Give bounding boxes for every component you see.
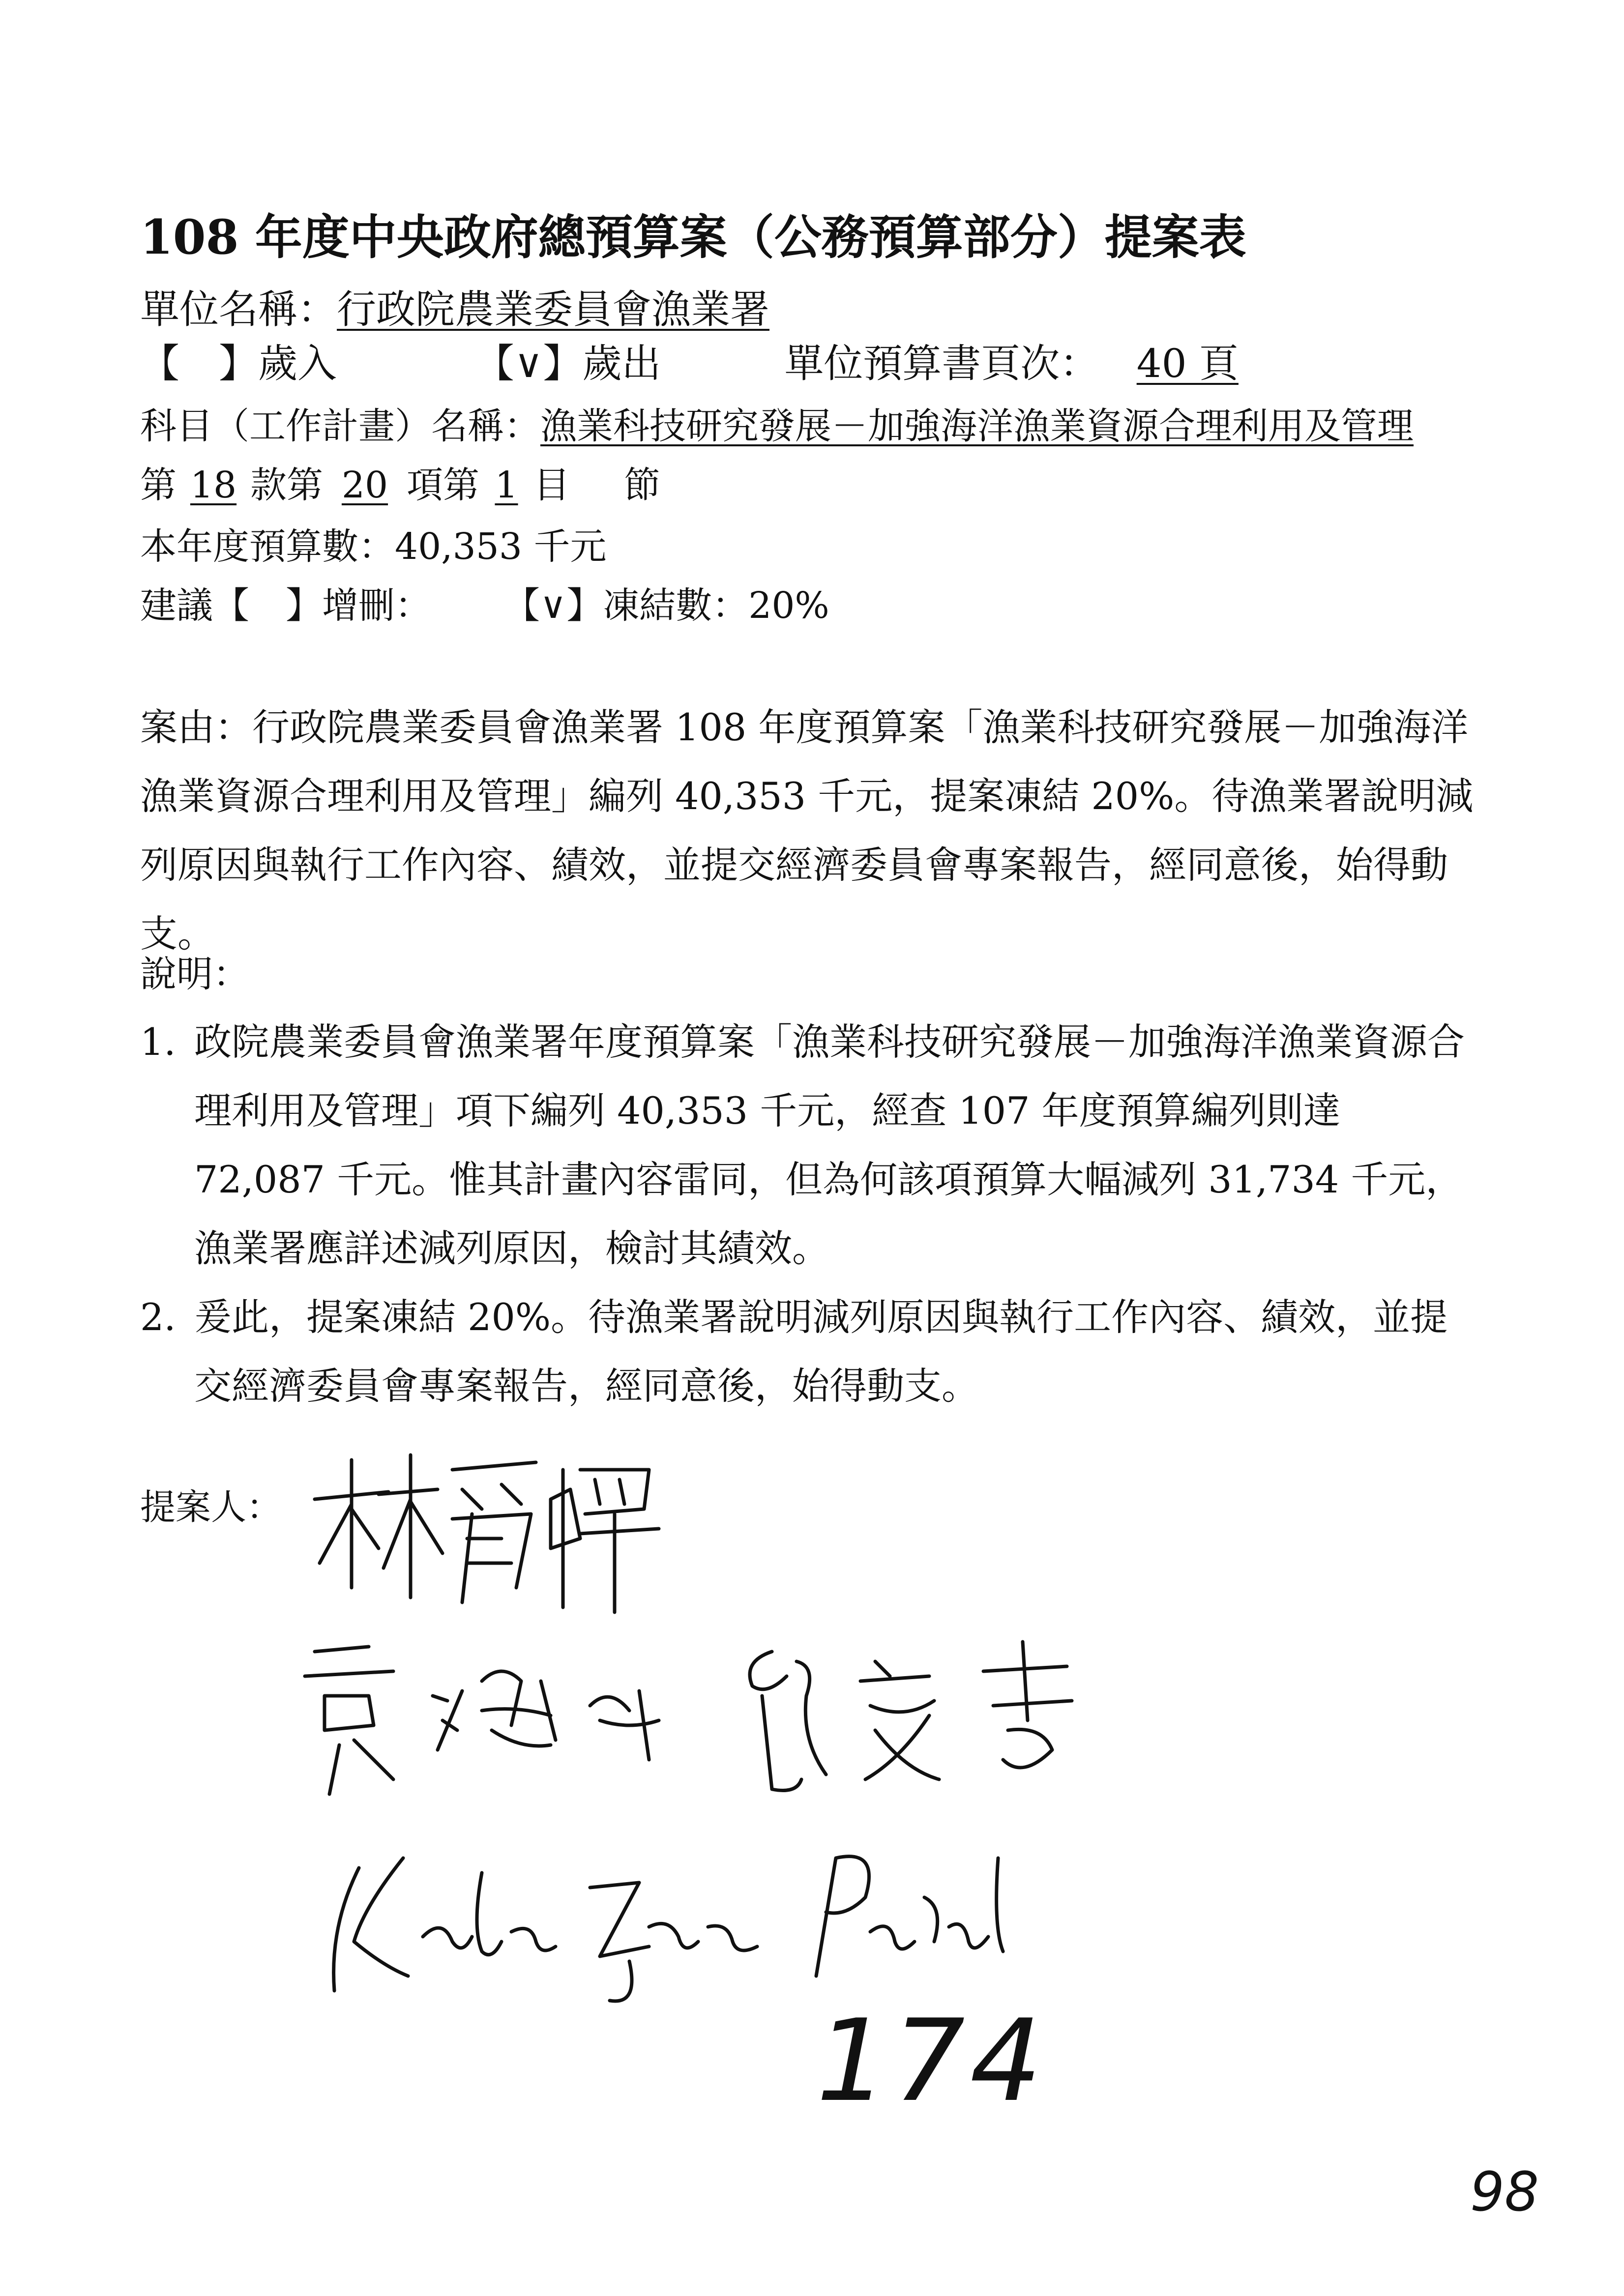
corner-page-number: 98 — [1470, 2160, 1539, 2223]
suggest-checkbox: 【 】 — [213, 584, 322, 627]
section-xiang-number: 20 — [341, 464, 388, 506]
suggestion-row — [140, 584, 829, 627]
expense-checkbox: 【∨】 — [474, 341, 583, 386]
subject-row — [140, 405, 1414, 447]
explanation-heading: 說明： — [140, 953, 249, 995]
section-jie: 節 — [624, 464, 660, 506]
explanation-item-text: 政院農業委員會漁業署年度預算案「漁業科技研究發展－加強海洋漁業資源合理利用及管理」項下編列 40,353 千元，經查 107 年度預算編列則達 72,087 千元。惟其計畫內容雷同，但為何該項預算大幅減列 31,734 千元，漁業署應詳述減列原因，檢討其績效。 — [194, 1020, 1465, 1270]
section-mu: 目 — [533, 464, 570, 506]
signature-lin-li-chan — [305, 1440, 669, 1617]
page-label: 單位預算書頁次： — [784, 341, 1099, 386]
page-value: 40 頁 — [1136, 341, 1239, 386]
expense-label: 歲出 — [582, 341, 661, 386]
case-reason: 案由：行政院農業委員會漁業署 108 年度預算案「漁業科技研究發展－加強海洋漁業資源合理利用及管理」編列 40,353 千元，提案凍結 20%。待漁業署說明減列原因與執行工作內容、績效，並提交經濟委員會專案報告，經同意後，始得動支。 — [140, 705, 1474, 956]
suggest-add-delete: 增刪： — [322, 584, 431, 627]
section-di: 第 — [140, 464, 177, 506]
proposer-label: 提案人： — [140, 1486, 282, 1528]
subject-value: 漁業科技研究發展－加強海洋漁業資源合理利用及管理 — [540, 405, 1414, 447]
section-row — [140, 464, 660, 506]
signature-kung-wen-chi — [728, 1632, 1101, 1809]
budget-value: 40,353 千元 — [395, 525, 607, 568]
page-stamp-number: 174 — [816, 1996, 1047, 2127]
budget-label: 本年度預算數： — [140, 525, 395, 568]
signature-kao-lu — [295, 1632, 688, 1809]
suggest-label: 建議 — [140, 584, 213, 627]
freeze-value: 20% — [748, 584, 829, 627]
form-title: 108 年度中央政府總預算案（公務預算部分）提案表 — [140, 209, 1246, 265]
explanation-item-number: 1. — [140, 1020, 176, 1064]
section-jie-number — [570, 467, 624, 503]
section-xiang: 項第 — [407, 464, 479, 506]
explanation-item-number: 2. — [140, 1295, 176, 1339]
section-mu-number: 1 — [495, 464, 518, 506]
income-expense-row — [140, 341, 1276, 386]
freeze-checkbox: 【∨】 — [503, 584, 603, 627]
unit-label: 單位名稱： — [140, 287, 337, 332]
section-kuan-number: 18 — [190, 464, 237, 506]
subject-label: 科目（工作計畫）名稱： — [140, 405, 540, 447]
income-label: 歲入 — [258, 341, 337, 386]
signature-kawlo-iyun-pacidal — [325, 1829, 1160, 2005]
unit-value: 行政院農業委員會漁業署 — [337, 287, 769, 332]
explanation-item — [140, 1008, 1477, 1283]
income-checkbox: 【 】 — [140, 341, 258, 386]
budget-row — [140, 525, 607, 568]
section-kuan: 款第 — [250, 464, 323, 506]
explanation-item — [140, 1283, 1477, 1421]
unit-row — [140, 287, 769, 332]
freeze-label: 凍結數： — [603, 584, 749, 627]
explanation-item-text: 爰此，提案凍結 20%。待漁業署說明減列原因與執行工作內容、績效，並提交經濟委員會專案報告，經同意後，始得動支。 — [194, 1295, 1448, 1408]
